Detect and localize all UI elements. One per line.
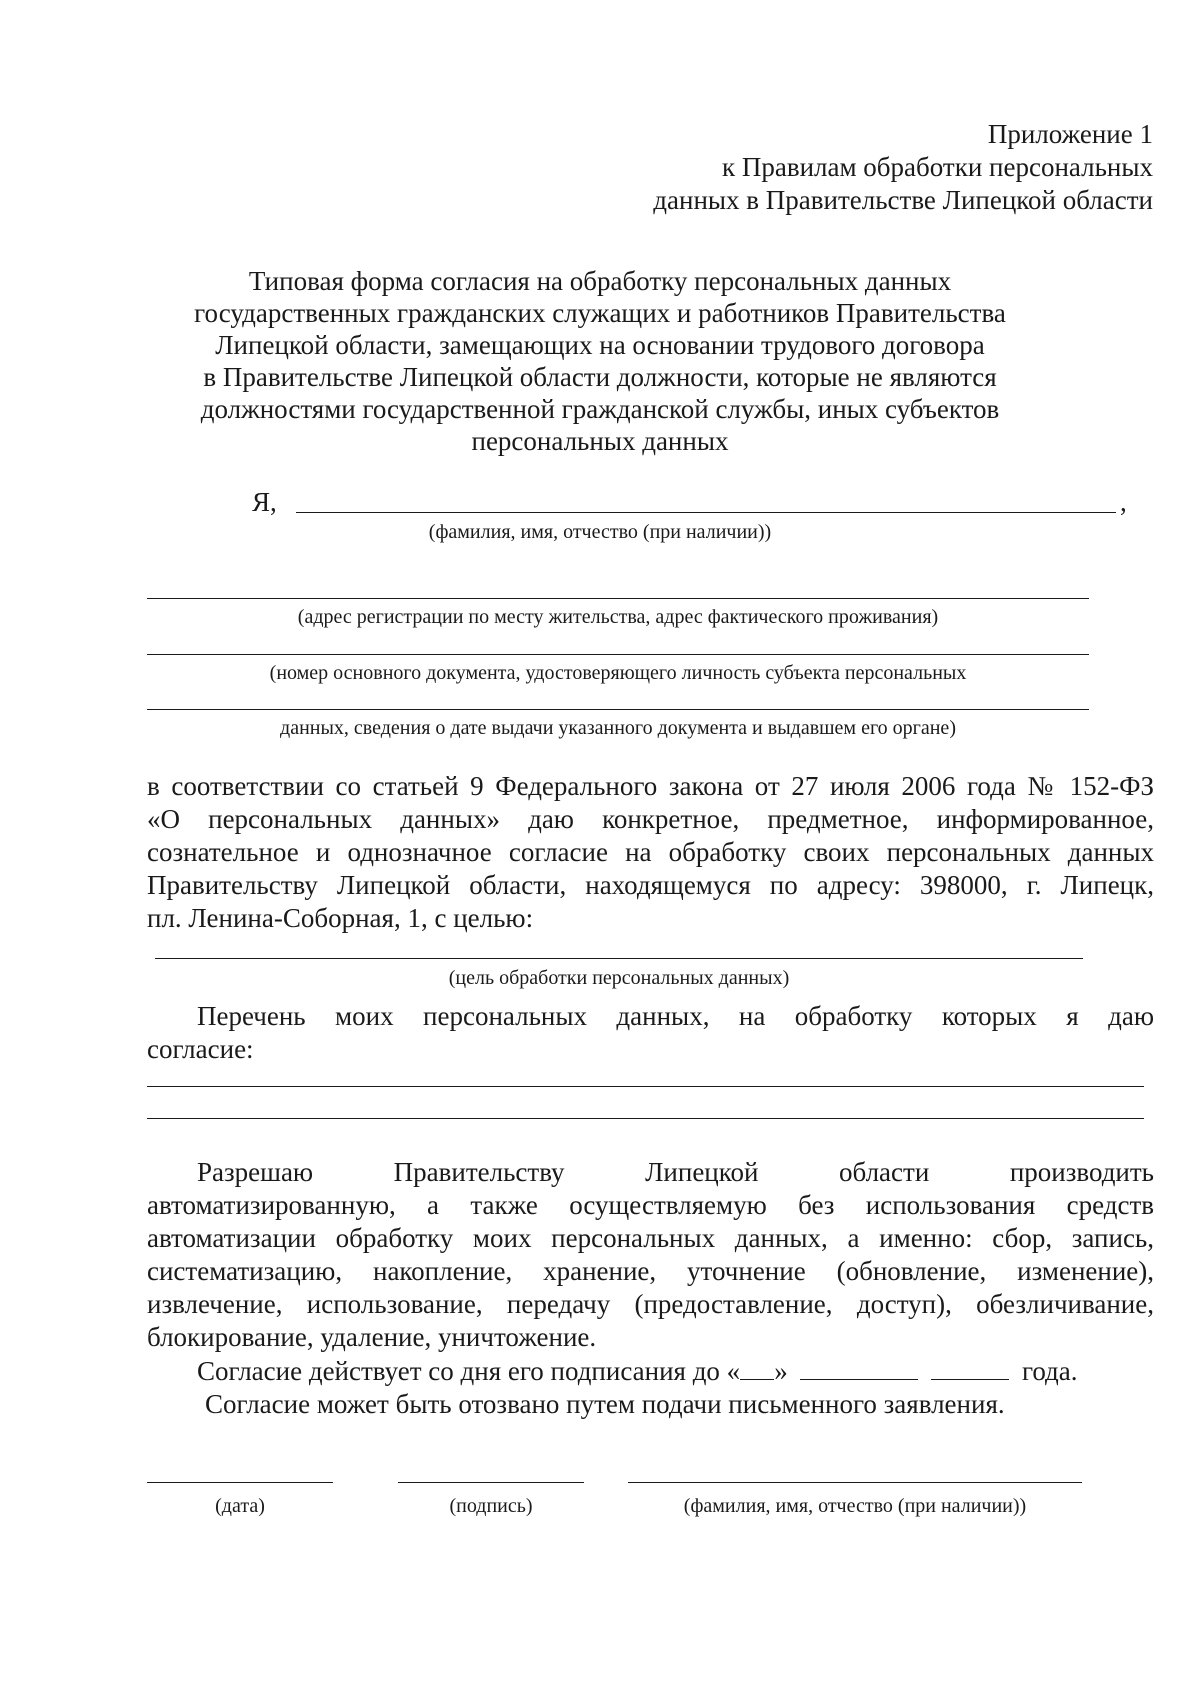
appendix-label: Приложение 1 <box>987 119 1153 149</box>
address-caption: (адрес регистрации по месту жительства, адрес фактического проживания) <box>297 606 939 628</box>
fio-comma: , <box>1120 487 1127 517</box>
form-title-line-2: государственных гражданских служащих и работников Правительства <box>194 298 1006 328</box>
data-list-line-1: Перечень моих персональных данных, на обработку которых я даю <box>197 1001 1154 1031</box>
form-title-line-3: Липецкой области, замещающих на основании трудового договора <box>215 330 985 360</box>
signature-input-line[interactable] <box>398 1482 584 1483</box>
appendix-rules-ref: к Правилам обработки персональных <box>721 152 1153 182</box>
appendix-rules-ref-2: данных в Правительстве Липецкой области <box>653 185 1153 215</box>
revocation-text: Согласие может быть отозвано путем подачи письменного заявления. <box>205 1389 1005 1419</box>
permission-line-6: блокирование, удаление, уничтожение. <box>147 1322 597 1352</box>
purpose-caption: (цель обработки персональных данных) <box>448 967 790 989</box>
document-caption-line-2: данных, сведения о дате выдачи указанного документа и выдавшем его органе) <box>280 717 956 739</box>
consent-paragraph-line-1: в соответствии со статьей 9 Федерального закона от 27 июля 2006 года № 152-ФЗ <box>147 771 1154 801</box>
data-list-input-line-1[interactable] <box>147 1086 1144 1087</box>
date-caption: (дата) <box>215 1495 265 1517</box>
signature-fio-caption: (фамилия, имя, отчество (при наличии)) <box>683 1495 1027 1517</box>
validity-line <box>197 1355 1078 1388</box>
validity-year-field[interactable] <box>931 1357 1009 1380</box>
document-input-line-2[interactable] <box>147 709 1089 710</box>
signature-fio-input-line[interactable] <box>628 1482 1082 1483</box>
address-input-line[interactable] <box>147 598 1089 599</box>
consent-paragraph-line-5: пл. Ленина-Соборная, 1, с целью: <box>147 903 534 933</box>
fio-caption: (фамилия, имя, отчество (при наличии)) <box>428 521 772 543</box>
consent-paragraph-line-2: «О персональных данных» даю конкретное, предметное, информированное, <box>147 804 1154 834</box>
form-title-line-5: должностями государственной гражданской службы, иных субъектов <box>200 394 1000 424</box>
permission-line-5: извлечение, использование, передачу (предоставление, доступ), обезличивание, <box>147 1289 1154 1319</box>
permission-line-1: Разрешаю Правительству Липецкой области производить <box>197 1157 1154 1187</box>
form-title-line-1: Типовая форма согласия на обработку персональных данных <box>248 266 952 296</box>
document-caption-line-1: (номер основного документа, удостоверяющего личность субъекта персональных <box>269 662 967 684</box>
purpose-input-line[interactable] <box>155 958 1083 959</box>
permission-line-4: систематизацию, накопление, хранение, уточнение (обновление, изменение), <box>147 1256 1154 1286</box>
data-list-input-line-2[interactable] <box>147 1118 1144 1119</box>
validity-prefix: Согласие действует со дня его подписания до « <box>197 1356 741 1386</box>
ya-label: Я, <box>252 487 277 517</box>
form-title-line-4: в Правительстве Липецкой области должности, которые не являются <box>203 362 997 392</box>
validity-suffix: года. <box>1021 1356 1078 1386</box>
signature-caption: (подпись) <box>449 1495 533 1517</box>
data-list-line-2: согласие: <box>147 1034 254 1064</box>
permission-line-3: автоматизации обработку моих персональных данных, а именно: сбор, запись, <box>147 1223 1154 1253</box>
validity-quote-close: » <box>774 1356 788 1386</box>
validity-day-field[interactable] <box>740 1357 774 1380</box>
date-input-line[interactable] <box>147 1482 333 1483</box>
form-title-line-6: персональных данных <box>471 426 729 456</box>
permission-line-2: автоматизированную, а также осуществляемую без использования средств <box>147 1190 1154 1220</box>
fio-input-line[interactable] <box>296 512 1116 513</box>
document-input-line[interactable] <box>147 654 1089 655</box>
consent-paragraph-line-4: Правительству Липецкой области, находящемуся по адресу: 398000, г. Липецк, <box>147 870 1154 900</box>
consent-paragraph-line-3: сознательное и однозначное согласие на обработку своих персональных данных <box>147 837 1154 867</box>
validity-month-field[interactable] <box>800 1357 918 1380</box>
